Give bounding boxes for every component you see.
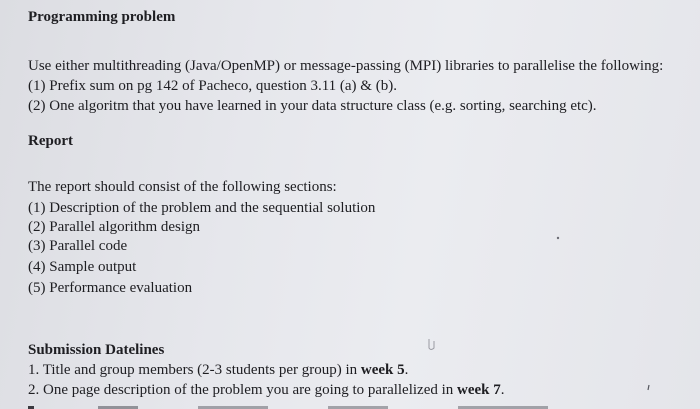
submission-item-1 [28, 361, 408, 379]
submission-item-2 [28, 381, 505, 399]
heading-report: Report [28, 133, 73, 149]
report-item-3: (3) Parallel code [28, 238, 128, 254]
report-intro: The report should consist of the following sections: [28, 179, 337, 195]
programming-item-1: (1) Prefix sum on pg 142 of Pacheco, question 3.11 (a) & (b). [28, 78, 397, 94]
submission-item-2-text: 2. One page description of the problem you are going to parallelized in [28, 382, 458, 398]
report-item-5: (5) Performance evaluation [28, 280, 193, 296]
report-item-1: (1) Description of the problem and the sequential solution [28, 200, 376, 216]
report-item-4: (4) Sample output [28, 259, 137, 275]
submission-item-1-week: week 5 [360, 362, 405, 378]
stray-tick-icon [646, 384, 652, 392]
heading-submission-datelines: Submission Datelines [28, 342, 165, 358]
report-item-2: (2) Parallel algorithm design [28, 219, 201, 235]
stray-mark-icon [426, 338, 436, 352]
stray-dot-icon [556, 236, 560, 240]
submission-item-2-tail: . [500, 382, 505, 398]
heading-programming-problem: Programming problem [28, 9, 176, 25]
programming-intro: Use either multithreading (Java/OpenMP) or message-passing (MPI) libraries to parallelise the following: [28, 58, 664, 74]
submission-item-2-week: week 7 [457, 382, 501, 398]
submission-item-1-tail: . [404, 362, 409, 378]
cropped-text-fragment [28, 403, 588, 409]
submission-item-1-text: 1. Title and group members (2-3 students per group) in [28, 362, 361, 378]
programming-item-2: (2) One algoritm that you have learned in your data structure class (e.g. sorting, searching etc). [28, 98, 597, 114]
